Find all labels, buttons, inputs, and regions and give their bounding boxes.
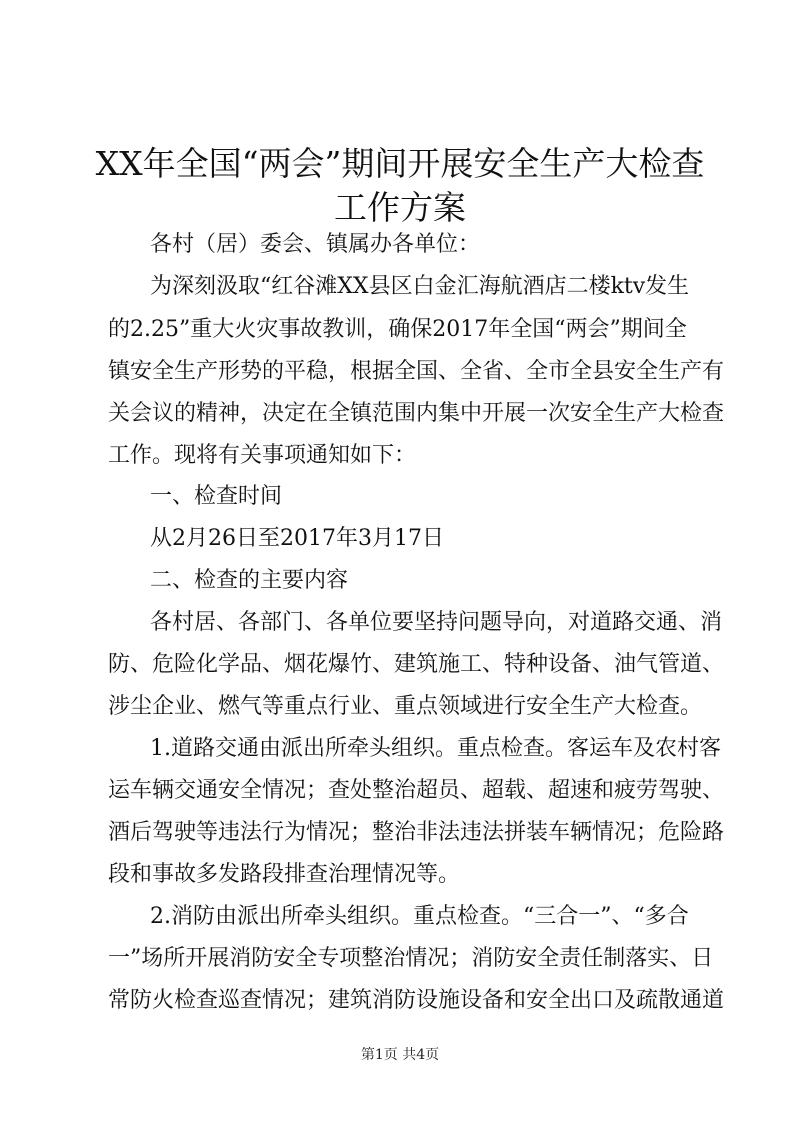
body-line: 运车辆交通安全情况；查处整治超员、超载、超速和疲劳驾驶、 (108, 778, 725, 803)
page-footer: 第1页 共4页 (360, 1047, 440, 1063)
section-heading: 一、检查时间 (150, 484, 283, 509)
body-line: 镇安全生产形势的平稳，根据全国、全省、全市全县安全生产有 (108, 359, 725, 384)
body-line: 2.消防由派出所牵头组织。重点检查。“三合一”、“多合 (150, 904, 689, 929)
body-line: 工作。现将有关事项通知如下： (108, 443, 417, 468)
body-line: 一”场所开展消防安全专项整治情况；消防安全责任制落实、日 (108, 946, 714, 971)
salutation: 各村（居）委会、镇属办各单位： (150, 232, 481, 257)
document-title-line1: XX年全国“两会”期间开展安全生产大检查 (95, 144, 705, 183)
body-line: 从2月26日至2017年3月17日 (150, 526, 444, 551)
body-line: 1.道路交通由派出所牵头组织。重点检查。客运车及农村客 (150, 736, 721, 761)
body-line: 段和事故多发路段排查治理情况等。 (108, 862, 461, 887)
body-line: 为深刻汲取“红谷滩XX县区白金汇海航酒店二楼ktv发生 (150, 274, 690, 299)
body-line: 酒后驾驶等违法行为情况；整治非法违法拼装车辆情况；危险路 (108, 820, 725, 845)
body-line: 涉尘企业、燃气等重点行业、重点领域进行安全生产大检查。 (108, 694, 703, 719)
body-line: 常防火检查巡查情况；建筑消防设施设备和安全出口及疏散通道 (108, 988, 725, 1013)
document-title-line2: 工作方案 (334, 188, 466, 227)
body-line: 防、危险化学品、烟花爆竹、建筑施工、特种设备、油气管道、 (108, 652, 725, 677)
body-line: 各村居、各部门、各单位要坚持问题导向，对道路交通、消 (150, 610, 723, 635)
body-line: 关会议的精神，决定在全镇范围内集中开展一次安全生产大检查 (108, 401, 725, 426)
body-line: 的2.25”重大火灾事故教训，确保2017年全国“两会”期间全 (108, 317, 687, 342)
section-heading: 二、检查的主要内容 (150, 568, 349, 593)
